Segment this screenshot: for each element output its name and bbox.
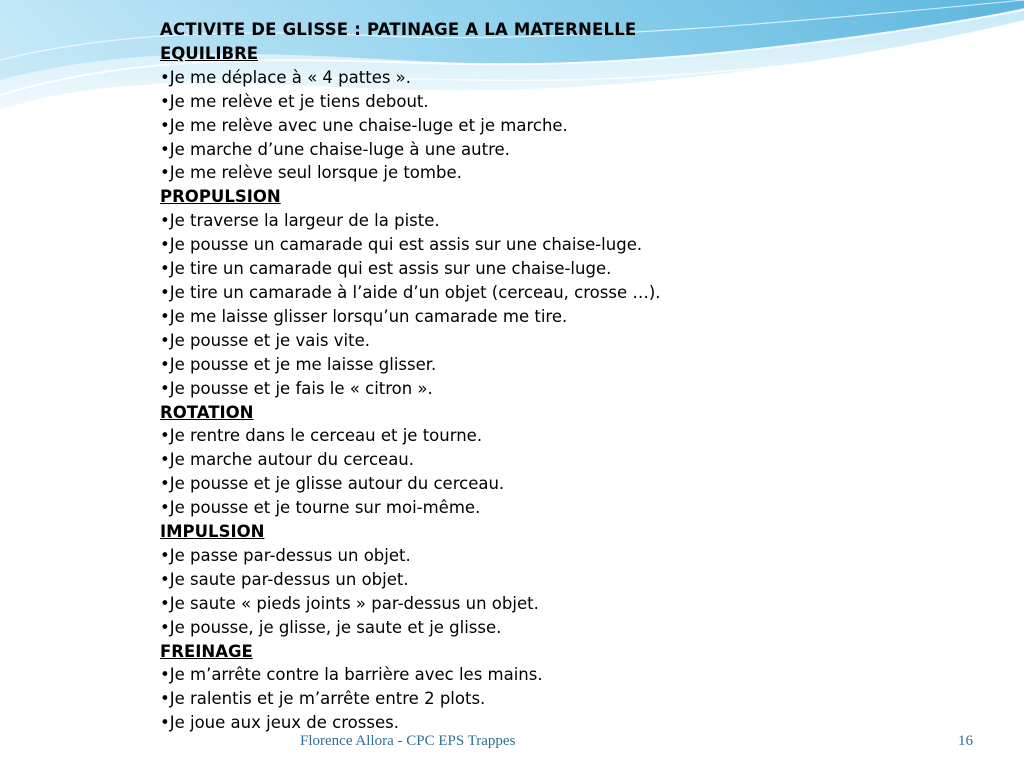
section-freinage xyxy=(160,640,980,736)
section-heading: FREINAGE xyxy=(160,641,253,661)
section-propulsion xyxy=(160,185,980,400)
page-number: 16 xyxy=(958,733,973,749)
list-item: •Je saute par-dessus un objet. xyxy=(160,569,409,589)
list-item: •Je ralentis et je m’arrête entre 2 plots. xyxy=(160,689,486,709)
list-item: •Je pousse et je vais vite. xyxy=(160,330,370,350)
list-item: •Je pousse et je tourne sur moi-même. xyxy=(160,498,481,518)
list-item: •Je saute « pieds joints » par-dessus un objet. xyxy=(160,593,539,613)
list-item: •Je pousse et je fais le « citron ». xyxy=(160,378,433,398)
section-heading: IMPULSION xyxy=(160,522,265,542)
list-item: •Je me relève et je tiens debout. xyxy=(160,91,429,111)
footer-author: Florence Allora - CPC EPS Trappes xyxy=(300,733,516,749)
list-item: •Je tire un camarade qui est assis sur une chaise-luge. xyxy=(160,259,612,279)
list-item: •Je traverse la largeur de la piste. xyxy=(160,211,440,231)
list-item: •Je joue aux jeux de crosses. xyxy=(160,713,399,733)
list-item: •Je pousse, je glisse, je saute et je glisse. xyxy=(160,617,502,637)
list-item: •Je me relève avec une chaise-luge et je marche. xyxy=(160,115,568,135)
section-heading: ROTATION xyxy=(160,402,254,422)
list-item: •Je tire un camarade à l’aide d’un objet (cerceau, crosse …). xyxy=(160,282,661,302)
list-item: •Je me déplace à « 4 pattes ». xyxy=(160,67,412,87)
list-item: •Je pousse et je glisse autour du cerceau. xyxy=(160,474,505,494)
section-rotation xyxy=(160,401,980,521)
list-item: •Je pousse un camarade qui est assis sur une chaise-luge. xyxy=(160,235,643,255)
list-item: •Je me relève seul lorsque je tombe. xyxy=(160,163,462,183)
list-item: •Je pousse et je me laisse glisser. xyxy=(160,354,437,374)
list-item: •Je me laisse glisser lorsqu’un camarade me tire. xyxy=(160,306,568,326)
slide-content xyxy=(160,18,980,735)
section-heading: EQUILIBRE xyxy=(160,43,259,63)
list-item: •Je rentre dans le cerceau et je tourne. xyxy=(160,426,483,446)
section-equilibre xyxy=(160,42,980,185)
list-item: •Je marche d’une chaise-luge à une autre. xyxy=(160,139,510,159)
section-heading: PROPULSION xyxy=(160,187,281,207)
list-item: •Je marche autour du cerceau. xyxy=(160,450,415,470)
list-item: •Je passe par-dessus un objet. xyxy=(160,545,411,565)
section-impulsion xyxy=(160,520,980,640)
list-item: •Je m’arrête contre la barrière avec les mains. xyxy=(160,665,543,685)
slide-title: ACTIVITE DE GLISSE : PATINAGE A LA MATERNELLE xyxy=(160,20,637,39)
